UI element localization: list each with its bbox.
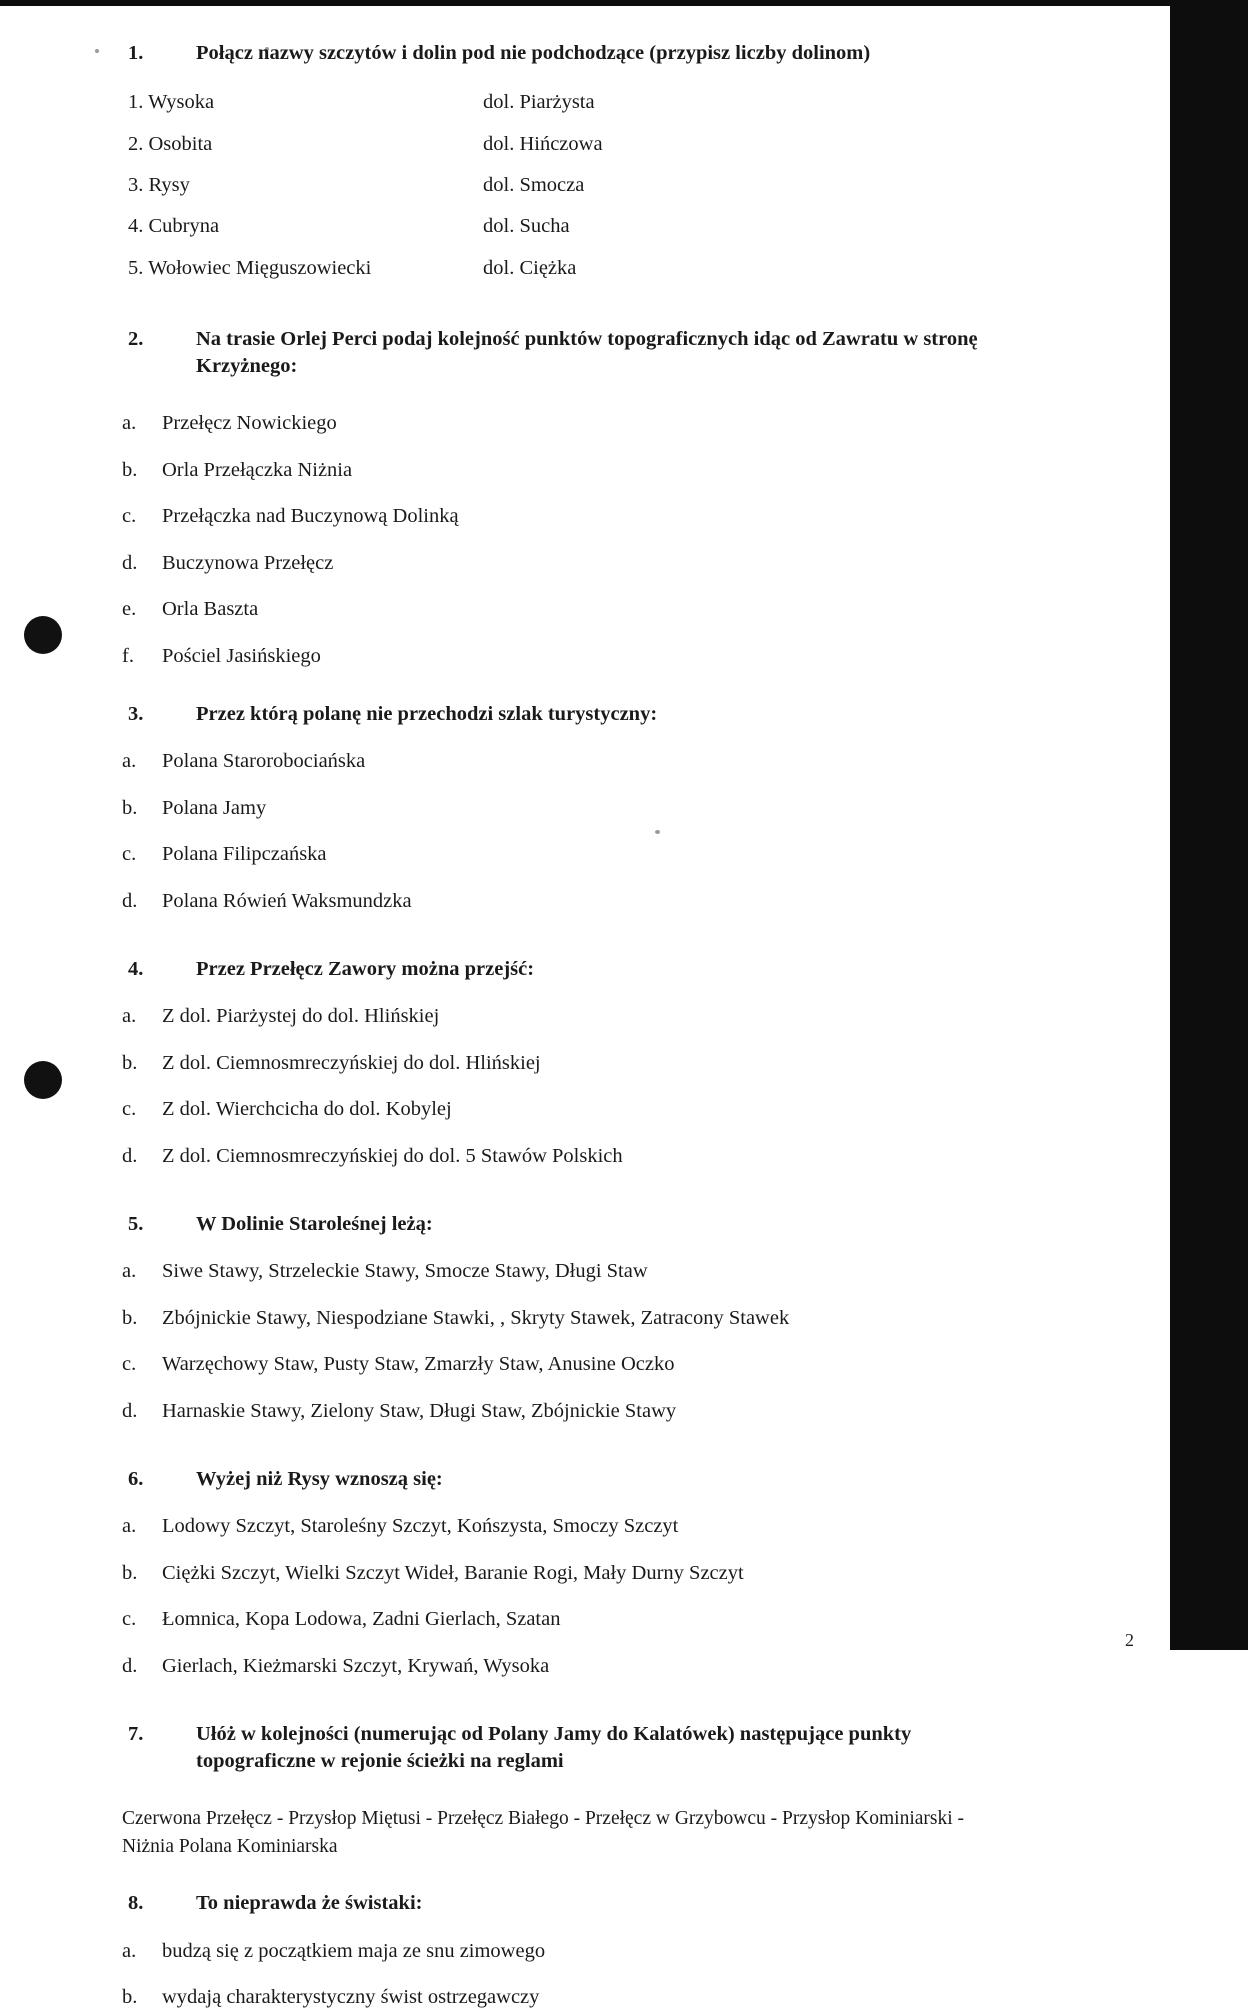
match-row: [128, 131, 1170, 158]
option-key: d.: [122, 1653, 162, 1680]
option-text: Polana Starorobociańska: [162, 748, 1170, 775]
question-number: 2.: [128, 326, 196, 353]
option-list: [0, 748, 1170, 915]
option-text: Polana Jamy: [162, 795, 1170, 822]
question-title: W Dolinie Staroleśnej leżą:: [196, 1211, 1020, 1238]
option-text: Lodowy Szczyt, Staroleśny Szczyt, Końszysta, Smoczy Szczyt: [162, 1513, 1170, 1540]
option-item[interactable]: [122, 1606, 1170, 1633]
option-item[interactable]: [122, 1398, 1170, 1425]
option-text: Z dol. Wierchcicha do dol. Kobylej: [162, 1096, 1170, 1123]
question-3: [0, 701, 1170, 915]
option-text: Polana Rówień Waksmundzka: [162, 888, 1170, 915]
option-list: [0, 1513, 1170, 1680]
option-item[interactable]: [122, 1560, 1170, 1587]
match-right: dol. Smocza: [483, 172, 1170, 199]
option-text: Zbójnickie Stawy, Niespodziane Stawki, , Skryty Stawek, Zatracony Stawek: [162, 1305, 1170, 1332]
option-text: Łomnica, Kopa Lodowa, Zadni Gierlach, Szatan: [162, 1606, 1170, 1633]
option-text: Z dol. Ciemnosmreczyńskiej do dol. 5 Stawów Polskich: [162, 1143, 1170, 1170]
option-key: d.: [122, 550, 162, 577]
option-key: a.: [122, 748, 162, 775]
option-item[interactable]: [122, 841, 1170, 868]
option-item[interactable]: [122, 410, 1170, 437]
question-title: To nieprawda że świstaki:: [196, 1890, 1020, 1917]
option-text: Siwe Stawy, Strzeleckie Stawy, Smocze Stawy, Długi Staw: [162, 1258, 1170, 1285]
question-heading: [128, 1721, 1020, 1775]
option-item[interactable]: [122, 1984, 1170, 2011]
option-text: wydają charakterystyczny świst ostrzegawczy: [162, 1984, 1170, 2011]
question-heading: [128, 956, 1020, 983]
option-item[interactable]: [122, 1513, 1170, 1540]
option-key: c.: [122, 841, 162, 868]
option-item[interactable]: [122, 503, 1170, 530]
option-text: Warzęchowy Staw, Pusty Staw, Zmarzły Staw, Anusine Oczko: [162, 1351, 1170, 1378]
question-heading: [128, 1890, 1020, 1917]
option-item[interactable]: [122, 795, 1170, 822]
option-text: Z dol. Piarżystej do dol. Hlińskiej: [162, 1003, 1170, 1030]
option-key: c.: [122, 1351, 162, 1378]
question-8: [0, 1890, 1170, 2011]
option-text: budzą się z początkiem maja ze snu zimowego: [162, 1938, 1170, 1965]
match-right: dol. Sucha: [483, 213, 1170, 240]
match-row: [128, 255, 1170, 282]
question-title: Przez Przełęcz Zawory można przejść:: [196, 956, 1020, 983]
option-text: Polana Filipczańska: [162, 841, 1170, 868]
option-item[interactable]: [122, 1258, 1170, 1285]
question-5: [0, 1211, 1170, 1425]
match-list: [0, 89, 1170, 282]
option-item[interactable]: [122, 1305, 1170, 1332]
question-number: 6.: [128, 1466, 196, 1493]
option-text: Z dol. Ciemnosmreczyńskiej do dol. Hlińskiej: [162, 1050, 1170, 1077]
option-text: Orla Baszta: [162, 596, 1170, 623]
option-key: a.: [122, 1938, 162, 1965]
option-text: Ciężki Szczyt, Wielki Szczyt Wideł, Baranie Rogi, Mały Durny Szczyt: [162, 1560, 1170, 1587]
question-heading: [128, 1466, 1020, 1493]
option-text: Pościel Jasińskiego: [162, 643, 1170, 670]
option-list: [0, 1938, 1170, 2011]
option-item[interactable]: [122, 1096, 1170, 1123]
option-key: c.: [122, 503, 162, 530]
question-heading: [128, 1211, 1020, 1238]
match-left: 4. Cubryna: [128, 213, 483, 240]
question-2: [0, 326, 1170, 670]
match-left: 3. Rysy: [128, 172, 483, 199]
question-paragraph: Czerwona Przełęcz - Przysłop Miętusi - Przełęcz Białego - Przełęcz w Grzybowcu - Przysłop Kominiarski - Niżnia Polana Kominiarska: [122, 1805, 1010, 1860]
page-number: 2: [1125, 1630, 1134, 1651]
option-key: a.: [122, 410, 162, 437]
option-item[interactable]: [122, 550, 1170, 577]
option-text: Przełączka nad Buczynową Dolinką: [162, 503, 1170, 530]
option-item[interactable]: [122, 748, 1170, 775]
option-item[interactable]: [122, 457, 1170, 484]
match-right: dol. Ciężka: [483, 255, 1170, 282]
option-item[interactable]: [122, 1143, 1170, 1170]
question-number: 3.: [128, 701, 196, 728]
option-key: c.: [122, 1606, 162, 1633]
option-item[interactable]: [122, 888, 1170, 915]
question-number: 7.: [128, 1721, 196, 1748]
option-key: b.: [122, 1560, 162, 1587]
question-heading: [128, 701, 1020, 728]
option-key: b.: [122, 795, 162, 822]
option-item[interactable]: [122, 1003, 1170, 1030]
option-list: [0, 1258, 1170, 1425]
match-left: 5. Wołowiec Mięguszowiecki: [128, 255, 483, 282]
option-item[interactable]: [122, 1050, 1170, 1077]
option-item[interactable]: [122, 596, 1170, 623]
option-key: d.: [122, 1398, 162, 1425]
option-text: Gierlach, Kieżmarski Szczyt, Krywań, Wysoka: [162, 1653, 1170, 1680]
option-item[interactable]: [122, 1938, 1170, 1965]
option-text: Harnaskie Stawy, Zielony Staw, Długi Staw, Zbójnickie Stawy: [162, 1398, 1170, 1425]
match-left: 2. Osobita: [128, 131, 483, 158]
question-heading: [128, 40, 1020, 67]
question-number: 4.: [128, 956, 196, 983]
question-title: Przez którą polanę nie przechodzi szlak turystyczny:: [196, 701, 1020, 728]
option-key: b.: [122, 457, 162, 484]
option-list: [0, 1003, 1170, 1170]
question-7: [0, 1721, 1170, 1860]
question-1: [0, 40, 1170, 282]
scan-edge-right: [1170, 0, 1248, 1650]
question-number: 8.: [128, 1890, 196, 1917]
match-right: dol. Hińczowa: [483, 131, 1170, 158]
option-key: a.: [122, 1003, 162, 1030]
option-text: Orla Przełączka Niżnia: [162, 457, 1170, 484]
match-row: [128, 89, 1170, 116]
option-key: f.: [122, 643, 162, 670]
option-key: a.: [122, 1513, 162, 1540]
option-key: d.: [122, 1143, 162, 1170]
option-text: Przełęcz Nowickiego: [162, 410, 1170, 437]
option-item[interactable]: [122, 1653, 1170, 1680]
option-key: d.: [122, 888, 162, 915]
option-key: a.: [122, 1258, 162, 1285]
option-key: e.: [122, 596, 162, 623]
option-item[interactable]: [122, 1351, 1170, 1378]
match-left: 1. Wysoka: [128, 89, 483, 116]
option-key: b.: [122, 1984, 162, 2011]
match-row: [128, 172, 1170, 199]
option-key: b.: [122, 1050, 162, 1077]
option-key: c.: [122, 1096, 162, 1123]
option-list: [0, 410, 1170, 670]
option-text: Buczynowa Przełęcz: [162, 550, 1170, 577]
question-title: Wyżej niż Rysy wznoszą się:: [196, 1466, 1020, 1493]
match-right: dol. Piarżysta: [483, 89, 1170, 116]
match-row: [128, 213, 1170, 240]
question-heading: [128, 326, 1020, 380]
question-6: [0, 1466, 1170, 1680]
question-number: 5.: [128, 1211, 196, 1238]
question-title: Na trasie Orlej Perci podaj kolejność punktów topograficznych idąc od Zawratu w stronę Krzyżnego:: [196, 326, 1020, 380]
question-title: Ułóż w kolejności (numerując od Polany Jamy do Kalatówek) następujące punkty topograficzne w rejonie ścieżki na reglami: [196, 1721, 1020, 1775]
question-title: Połącz nazwy szczytów i dolin pod nie podchodzące (przypisz liczby dolinom): [196, 40, 1020, 67]
option-item[interactable]: [122, 643, 1170, 670]
question-4: [0, 956, 1170, 1170]
option-key: b.: [122, 1305, 162, 1332]
question-number: 1.: [128, 40, 196, 67]
